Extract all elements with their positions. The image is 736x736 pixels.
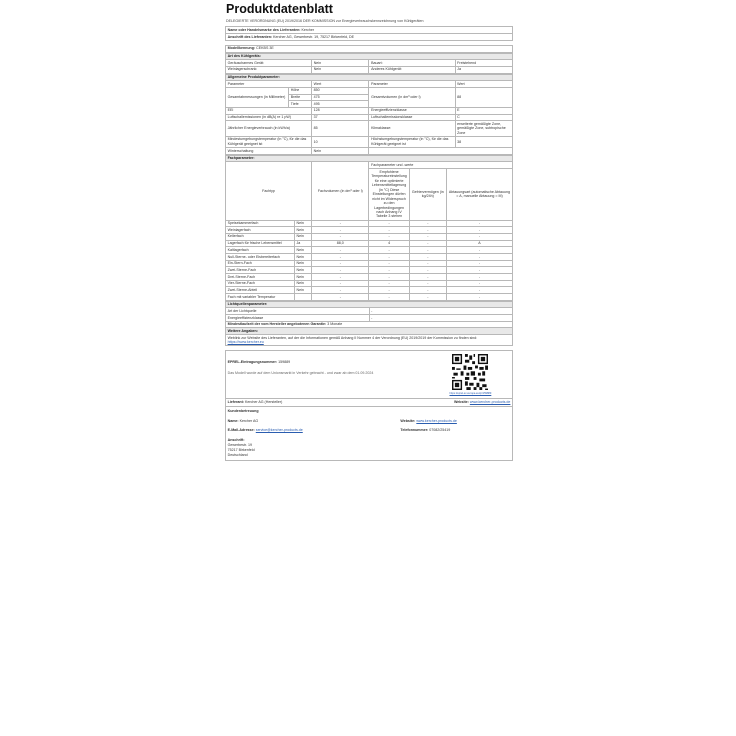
parameter-label: Luftschallemissionen (in dB(A) re 1 pW) [226, 114, 312, 121]
parameter-value: 10 [312, 136, 369, 147]
compartment-temperature: - [369, 247, 409, 254]
service-website-label: Website: [400, 418, 416, 423]
column-header: Parameter [226, 81, 312, 88]
service-phone-label: Telefonnummer: [400, 428, 429, 433]
compartment-type: Kaltlagerfach [226, 247, 295, 254]
compartment-defrost: A [446, 240, 512, 247]
light-value: - [369, 314, 513, 321]
total-volume-value: 88 [455, 87, 512, 107]
compartment-freezing: - [409, 260, 446, 267]
parameter-value: 128 [312, 107, 369, 114]
type-cell: Nein [312, 66, 369, 73]
supplier-address-value: Kercher AG, Gewerbestr. 19, 75217 Birkenfeld, DE [273, 34, 355, 39]
parameter-label: Luftschallemissionsklasse [369, 114, 455, 121]
light-row [226, 314, 513, 321]
model-row [226, 45, 513, 52]
model-table [225, 45, 513, 53]
compartment-row [226, 220, 513, 227]
compartment-rows [226, 220, 513, 300]
compartment-type: Drei-Sterne-Fach [226, 273, 295, 280]
compartment-type: Null-Sterne- oder Eisbereiterfach [226, 253, 295, 260]
general-row [226, 107, 513, 114]
appliance-type-table [225, 53, 513, 74]
type-cell: Anderes Kühlgerät: [369, 66, 455, 73]
parameter-label: Klimaklasse: [369, 121, 455, 137]
compartment-row [226, 287, 513, 294]
compartment-row [226, 227, 513, 234]
compartment-temperature: - [369, 227, 409, 234]
compartment-freezing: - [409, 247, 446, 254]
compartment-defrost: - [446, 260, 512, 267]
compartment-volume: - [312, 220, 369, 227]
parameter-value: E [455, 107, 512, 114]
compartment-volume: - [312, 280, 369, 287]
parameter-label: Höchstumgebungstemperatur (in °C), für die das Kühlgerät geeignet ist [369, 136, 455, 147]
supplier-name-label: Name oder Handelsmarke des Lieferanten: [227, 28, 301, 33]
compartment-defrost: - [446, 247, 512, 254]
type-cell: Geräuscharmes Gerät: [226, 60, 312, 67]
compartment-volume: - [312, 260, 369, 267]
eprel-label: EPREL-Eintragungsnummer: [227, 360, 278, 365]
compartment-present: Nein [294, 220, 311, 227]
service-address-label: Anschrift: [227, 437, 245, 442]
parameter-value: 37 [312, 114, 369, 121]
compartment-temperature: - [369, 287, 409, 294]
service-email-label: E-Mail-Adresse: [227, 428, 255, 433]
compartment-type: Fach mit variabler Temperatur [226, 293, 295, 300]
address-line: Gewerbestr. 19 [227, 442, 252, 447]
model-value: CEKBS 3E [256, 46, 274, 51]
compartment-temperature: 4 [369, 240, 409, 247]
compartment-defrost: - [446, 287, 512, 294]
qr-caption[interactable]: https://eprel.ec.europa.eu/qr/159889 [449, 391, 492, 395]
compartment-volume: - [312, 287, 369, 294]
light-source-heading: Lichtquellenparameter: [226, 301, 513, 308]
customer-service-title: Kundenbetreuung [227, 409, 259, 414]
total-volume-label: Gesamtvolumen (in dm³ oder l) [369, 87, 455, 107]
further-info-heading: Weitere Angaben: [226, 328, 513, 335]
page-title: Produktdatenblatt [226, 2, 333, 16]
compartment-freezing: - [409, 273, 446, 280]
type-row [226, 60, 513, 67]
warranty-label: Mindestlaufzeit der vom Hersteller angebotenen Garantie: [227, 322, 327, 327]
compartment-volume: - [312, 267, 369, 274]
compartment-volume: - [312, 233, 369, 240]
compartment-parameters-heading: Fachparameter: [226, 155, 513, 162]
general-header-row [226, 81, 513, 88]
compartment-type: Zwei-Sterne-Fach [226, 267, 295, 274]
supplier-name-row [226, 27, 513, 34]
freezing-header: Gefriervermögen (in kg/24h) [409, 169, 446, 221]
dimension-label: Höhe [289, 87, 312, 94]
compartment-defrost: - [446, 267, 512, 274]
type-row [226, 66, 513, 73]
parameter-label: Mindestumgebungstemperatur (in °C), für die das Kühlgerät geeignet ist [226, 136, 312, 147]
customer-service-block [225, 407, 513, 460]
further-info-text: Weblink zur Website des Lieferanten, auf der die Informationen gemäß Anhang II Nummer 4 der Verordnung (EU) 2019/2019 der Kommission zu finden sind: [227, 335, 478, 340]
supplier-address-row [226, 34, 513, 41]
compartment-freezing: - [409, 240, 446, 247]
compartment-freezing: - [409, 253, 446, 260]
parameter-label: Energieeffizienzklasse [369, 107, 455, 114]
compartment-temperature: - [369, 267, 409, 274]
compartment-type: Weinlagerfach [226, 227, 295, 234]
type-cell: Weinlagerschrank: [226, 66, 312, 73]
parameter-label: Winterschaltung [226, 148, 312, 155]
compartment-freezing: - [409, 293, 446, 300]
parameter-value: C [455, 114, 512, 121]
compartment-volume: - [312, 227, 369, 234]
light-value: - [369, 308, 513, 315]
type-cell: Ja [455, 66, 512, 73]
compartment-temperature: - [369, 280, 409, 287]
compartment-present: Ja [294, 240, 311, 247]
dimension-value: 475 [312, 94, 369, 101]
compartment-present: Nein [294, 253, 311, 260]
supplier-website-link[interactable]: www.kercher-products.de [469, 400, 511, 405]
eprel-note: Das Modell wurde auf dem Unionsmarkt in Verkehr gebracht - und zwar ab dem 01.09.2024 [227, 370, 374, 375]
empty-cell [369, 148, 513, 155]
appliance-type-heading: Art des Kühlgeräts: [226, 53, 513, 60]
compartment-present: Nein [294, 273, 311, 280]
service-email-link[interactable]: service@kercher-products.de [255, 428, 303, 433]
general-row [226, 148, 513, 155]
supplier-website-label: Website: [453, 400, 469, 405]
compartment-temperature: - [369, 273, 409, 280]
qr-code-icon[interactable] [452, 354, 488, 390]
compartment-present: Nein [294, 233, 311, 240]
type-cell: Nein [312, 60, 369, 67]
compartment-present: Nein [294, 267, 311, 274]
eprel-block [225, 350, 513, 399]
compartment-temperature: - [369, 253, 409, 260]
compartment-freezing: - [409, 220, 446, 227]
parameter-value: Nein [312, 148, 369, 155]
compartment-present: Nein [294, 260, 311, 267]
product-data-sheet [225, 2, 513, 461]
parameter-value: 38 [455, 136, 512, 147]
compartment-volume: - [312, 273, 369, 280]
type-cell: Bauart: [369, 60, 455, 67]
compartment-freezing: - [409, 227, 446, 234]
light-row [226, 308, 513, 315]
supplier-address-label: Anschrift des Lieferanten: [227, 34, 273, 39]
general-parameters-table [225, 74, 513, 155]
service-name-label: Name: [227, 418, 239, 423]
compartment-row [226, 293, 513, 300]
compartment-type: Vier-Sterne-Fach [226, 280, 295, 287]
compartment-temperature: - [369, 220, 409, 227]
supplier-footer-label: Lieferant: [227, 400, 244, 405]
compartment-volume: 88,0 [312, 240, 369, 247]
compartment-freezing: - [409, 267, 446, 274]
compartment-type: Lagerfach für frische Lebensmittel [226, 240, 295, 247]
parameter-label: Jährlicher Energieverbrauch (in kWh/a) [226, 121, 312, 137]
compartment-type: Zwei-Sterne-Abteil [226, 287, 295, 294]
compartment-present: Nein [294, 287, 311, 294]
parameter-value: 85 [312, 121, 369, 137]
compartment-defrost: - [446, 273, 512, 280]
dimension-value: 850 [312, 87, 369, 94]
compartment-parameters-table [225, 155, 513, 301]
warranty-value: 3 Monate [327, 322, 343, 327]
address-line: 75217 Birkenfeld [227, 447, 255, 452]
temperature-header: Empfohlene Temperatureinstellung für eine optimierte Lebensmittellagerung (in °C) Diese Einstellungen dürfen nicht im Widerspruch zu den Lagerbedingungen nach Anhang IV Tabelle 3 stehen [369, 169, 409, 221]
compartment-row [226, 233, 513, 240]
service-phone-value: 07082/25419 [429, 428, 451, 433]
type-cell: Freistehend [455, 60, 512, 67]
service-website-link[interactable]: www.kercher-products.de [416, 418, 457, 423]
compartment-temperature: - [369, 293, 409, 300]
compartment-row [226, 273, 513, 280]
compartment-type: Kellerfach [226, 233, 295, 240]
further-info-row [226, 334, 513, 345]
compartment-freezing: - [409, 287, 446, 294]
parameter-label: EEI [226, 107, 312, 114]
column-header: Parameter [369, 81, 455, 88]
general-row [226, 114, 513, 121]
compartment-row [226, 280, 513, 287]
compartment-group-row [226, 162, 513, 169]
model-label: Modellkennung: [227, 46, 256, 51]
compartment-defrost: - [446, 233, 512, 240]
supplier-footer [225, 399, 513, 407]
supplier-table [225, 26, 513, 40]
defrost-header: Abtauungsart (automatische Abtauung = A, manuelle Abtauung = M) [446, 169, 512, 221]
dimension-label: Tiefe [289, 101, 312, 108]
supplier-footer-value: Kercher AG (Hersteller) [244, 400, 283, 405]
compartment-volume: - [312, 293, 369, 300]
column-header: Wert [455, 81, 512, 88]
compartment-volume: - [312, 253, 369, 260]
general-row [226, 136, 513, 147]
general-parameters-heading: Allgemeine Produktparameter: [226, 74, 513, 81]
light-label: Energieeffizienzklasse [226, 314, 370, 321]
parameter-value: erweiterte gemäßigte Zone, gemäßigte Zone, subtropische Zone [455, 121, 512, 137]
compartment-volume: - [312, 247, 369, 254]
compartment-temperature: - [369, 233, 409, 240]
compartment-row [226, 267, 513, 274]
light-source-table [225, 301, 513, 347]
dimension-value: 495 [312, 101, 369, 108]
compartment-type-header: Fachtyp [226, 162, 312, 220]
compartment-present [294, 293, 311, 300]
compartment-present: Nein [294, 227, 311, 234]
compartment-freezing: - [409, 233, 446, 240]
general-row [226, 121, 513, 137]
eprel-number: 159889 [278, 360, 291, 365]
light-label: Art der Lichtquelle [226, 308, 370, 315]
compartment-type: Speisekammerfach [226, 220, 295, 227]
column-header: Wert [312, 81, 369, 88]
compartment-temperature: - [369, 260, 409, 267]
dimensions-label: Gesamtabmessungen (in Millimeter) [226, 87, 289, 107]
compartment-row [226, 253, 513, 260]
compartment-row [226, 247, 513, 254]
compartment-row [226, 240, 513, 247]
dimension-label: Breite [289, 94, 312, 101]
service-name-value: Kercher AG [239, 418, 259, 423]
compartment-defrost: - [446, 227, 512, 234]
warranty-row [226, 321, 513, 328]
address-line: Deutschland [227, 452, 248, 457]
compartment-present: Nein [294, 280, 311, 287]
compartment-group-header: Fachparameter und -werte [369, 162, 513, 169]
compartment-defrost: - [446, 280, 512, 287]
regulation-intro: DELEGIERTE VERORDNUNG (EU) 2019/2016 DER KOMMISSION zur Energieverbrauchskennzeichnung von Kühlgeräten [226, 19, 424, 23]
compartment-defrost: - [446, 253, 512, 260]
compartment-type: Ein-Stern-Fach [226, 260, 295, 267]
compartment-freezing: - [409, 280, 446, 287]
compartment-defrost: - [446, 220, 512, 227]
supplier-weblink[interactable]: https://www.kercher.eu [227, 340, 264, 345]
compartment-row [226, 260, 513, 267]
compartment-present: Nein [294, 247, 311, 254]
compartment-defrost: - [446, 293, 512, 300]
dimension-row [226, 87, 513, 94]
volume-header: Fachvolumen (in dm³ oder l) [312, 162, 369, 220]
supplier-name-value: Kercher [301, 28, 315, 33]
service-address [228, 438, 511, 458]
